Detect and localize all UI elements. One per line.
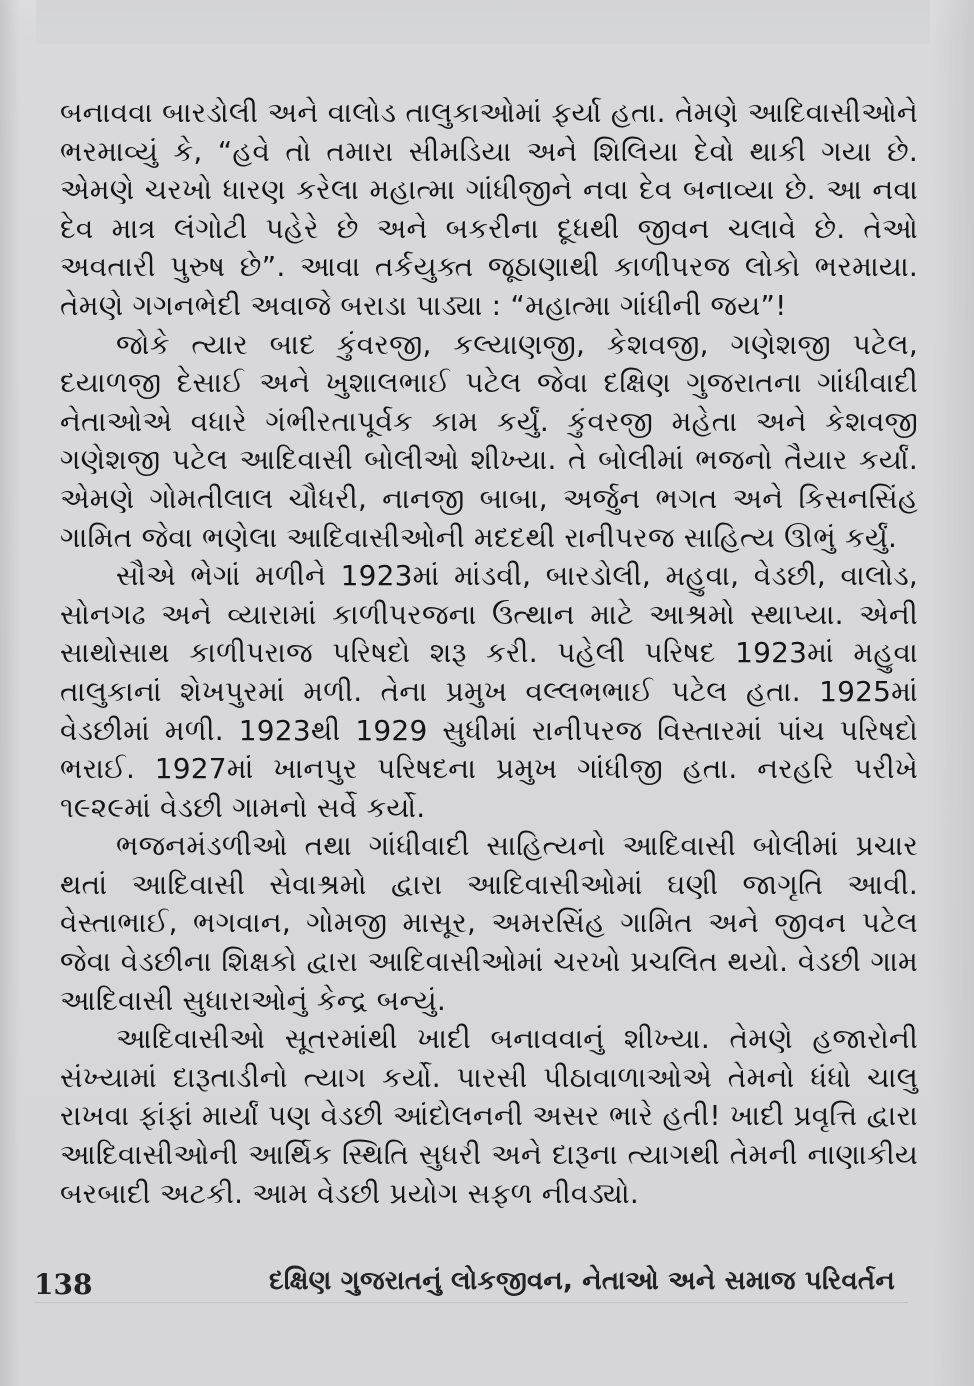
paragraph-3: સૌએ ભેગાં મળીને 1923માં માંડવી, બારડોલી, મહુવા, વેડછી, વાલોડ, સોનગઢ અને વ્યારામાં કાળીપરજના ઉત્થાન માટે આશ્રમો સ્થાપ્યા. એની સાથોસાથ કાળીપરાજ પરિષદો શરૂ કરી. પહેલી પરિષદ 1923માં મહુવા તાલુકાનાં શેખપુરમાં મળી. તેના પ્રમુખ વલ્લભભાઈ પટેલ હતા. 1925માં વેડછીમાં મળી. 1923થી 1929 સુધીમાં રાનીપરજ વિસ્તારમાં પાંચ પરિષદો ભરાઈ. 1927માં ખાનપુર પરિષદના પ્રમુખ ગાંધીજી હતા. નરહરિ પરીખે ૧૯૨૯માં વેડછી ગામનો સર્વે કર્યો. [60, 559, 918, 824]
page-footer [34, 1264, 914, 1308]
footer-divider [34, 1302, 908, 1303]
main-text [60, 94, 918, 1213]
paragraph-5: આદિવાસીઓ સૂતરમાંથી ખાદી બનાવવાનું શીખ્યા. તેમણે હજારોની સંખ્યામાં દારૂતાડીનો ત્યાગ કર્યો. પારસી પીઠાવાળાઓએ તેમનો ધંધો ચાલુ રાખવા ફાંફાં માર્યાં પણ વેડછી આંદોલનની અસર ભારે હતી! ખાદી પ્રવૃત્તિ દ્વારા આદિવાસીઓની આર્થિક સ્થિતિ સુધરી અને દારૂના ત્યાગથી તેમની નાણાકીય બરબાદી અટકી. આમ વેડછી પ્રયોગ સફળ નીવડ્યો. [60, 1022, 918, 1210]
paragraph-2: જોકે ત્યાર બાદ કુંવરજી, કલ્યાણજી, કેશવજી, ગણેશજી પટેલ, દયાળજી દેસાઈ અને ખુશાલભાઈ પટેલ જેવા દક્ષિણ ગુજરાતના ગાંધીવાદી નેતાઓએ વધારે ગંભીરતાપૂર્વક કામ કર્યું. કુંવરજી મહેતા અને કેશવજી ગણેશજી પટેલ આદિવાસી બોલીઓ શીખ્યા. તે બોલીમાં ભજનો તૈયાર કર્યાં. એમણે ગોમતીલાલ ચૌધરી, નાનજી બાબા, અર્જુન ભગત અને કિસનસિંહ ગામિત જેવા ભણેલા આદિવાસીઓની મદદથી રાનીપરજ સાહિત્ય ઊભું કર્યું. [60, 327, 918, 554]
page-top-edge [36, 0, 930, 44]
paragraph-4: ભજનમંડળીઓ તથા ગાંધીવાદી સાહિત્યનો આદિવાસી બોલીમાં પ્રચાર થતાં આદિવાસી સેવાશ્રમો દ્વારા આદિવાસીઓમાં ઘણી જાગૃતિ આવી. વેસ્તાભાઈ, ભગવાન, ગોમજી માસૂર, અમરસિંહ ગામિત અને જીવન પટેલ જેવા વેડછીના શિક્ષકો દ્વારા આદિવાસીઓમાં ચરખો પ્રચલિત થયો. વેડછી ગામ આદિવાસી સુધારાઓનું કેન્દ્ર બન્યું. [60, 829, 918, 1017]
running-title: દક્ષિણ ગુજરાતનું લોકજીવન, નેતાઓ અને સમાજ પરિવર્તન [269, 1266, 895, 1296]
paragraph-1: બનાવવા બારડોલી અને વાલોડ તાલુકાઓમાં ફર્યા હતા. તેમણે આદિવાસીઓને ભરમાવ્યું કે, “હવે તો તમારા સીમડિયા અને શિલિયા દેવો થાકી ગયા છે. એમણે ચરખો ધારણ કરેલા મહાત્મા ગાંધીજીને નવા દેવ બનાવ્યા છે. આ નવા દેવ માત્ર લંગોટી પહેરે છે અને બકરીના દૂધથી જીવન ચલાવે છે. તેઓ અવતારી પુરુષ છે”. આવા તર્કયુક્ત જૂઠાણાથી કાળીપરજ લોકો ભરમાયા. તેમણે ગગનભેદી અવાજે બરાડા પાડ્યા : “મહાત્મા ગાંધીની જય”! [60, 96, 918, 322]
page-left-shadow [0, 0, 20, 1386]
page-number: 138 [34, 1268, 93, 1301]
page-right-shadow [932, 0, 974, 1386]
